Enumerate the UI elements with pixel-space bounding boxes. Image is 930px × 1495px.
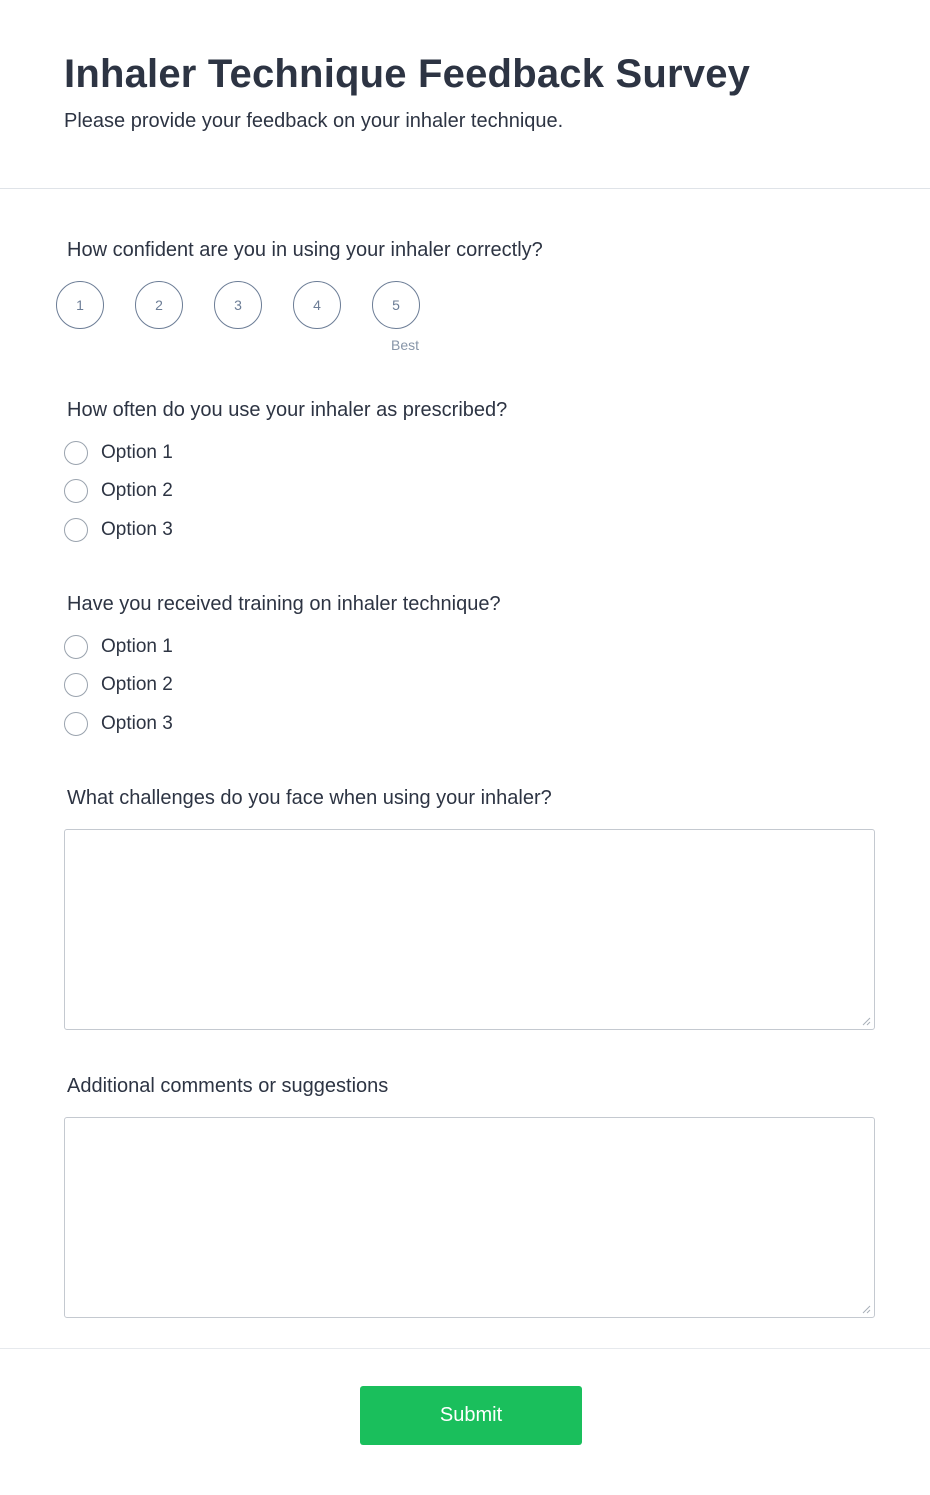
training-option-2[interactable] bbox=[64, 673, 173, 697]
question-challenges: What challenges do you face when using your inhaler? bbox=[67, 787, 552, 809]
radio-label: Option 1 bbox=[101, 636, 173, 657]
frequency-option-3[interactable] bbox=[64, 518, 173, 542]
training-option-3[interactable] bbox=[64, 712, 173, 736]
radio-button[interactable] bbox=[64, 635, 88, 659]
radio-button[interactable] bbox=[64, 479, 88, 503]
resize-grip-icon[interactable] bbox=[862, 1305, 871, 1314]
page-subtitle: Please provide your feedback on your inhaler technique. bbox=[64, 110, 564, 132]
radio-button[interactable] bbox=[64, 673, 88, 697]
radio-button[interactable] bbox=[64, 441, 88, 465]
submit-button[interactable]: Submit bbox=[360, 1386, 582, 1445]
survey-header bbox=[0, 0, 930, 189]
question-confidence: How confident are you in using your inhaler correctly? bbox=[67, 239, 543, 261]
rating-option-2[interactable]: 2 bbox=[135, 281, 183, 329]
radio-label: Option 3 bbox=[101, 519, 173, 540]
radio-button[interactable] bbox=[64, 518, 88, 542]
page-title: Inhaler Technique Feedback Survey bbox=[64, 52, 751, 96]
challenges-textarea[interactable] bbox=[64, 829, 875, 1030]
comments-textarea[interactable] bbox=[64, 1117, 875, 1318]
rating-best-label: Best bbox=[391, 337, 420, 353]
frequency-option-2[interactable] bbox=[64, 479, 173, 503]
rating-option-5[interactable]: 5 bbox=[372, 281, 420, 329]
radio-label: Option 2 bbox=[101, 480, 173, 501]
question-comments: Additional comments or suggestions bbox=[67, 1075, 389, 1097]
resize-grip-icon[interactable] bbox=[862, 1017, 871, 1026]
radio-label: Option 1 bbox=[101, 442, 173, 463]
training-option-1[interactable] bbox=[64, 635, 173, 659]
footer-divider bbox=[0, 1348, 930, 1349]
radio-label: Option 3 bbox=[101, 713, 173, 734]
rating-option-4[interactable]: 4 bbox=[293, 281, 341, 329]
rating-option-3[interactable]: 3 bbox=[214, 281, 262, 329]
radio-label: Option 2 bbox=[101, 674, 173, 695]
rating-option-1[interactable]: 1 bbox=[56, 281, 104, 329]
radio-button[interactable] bbox=[64, 712, 88, 736]
frequency-option-1[interactable] bbox=[64, 441, 173, 465]
question-training: Have you received training on inhaler technique? bbox=[67, 593, 501, 615]
question-frequency: How often do you use your inhaler as prescribed? bbox=[67, 399, 508, 421]
